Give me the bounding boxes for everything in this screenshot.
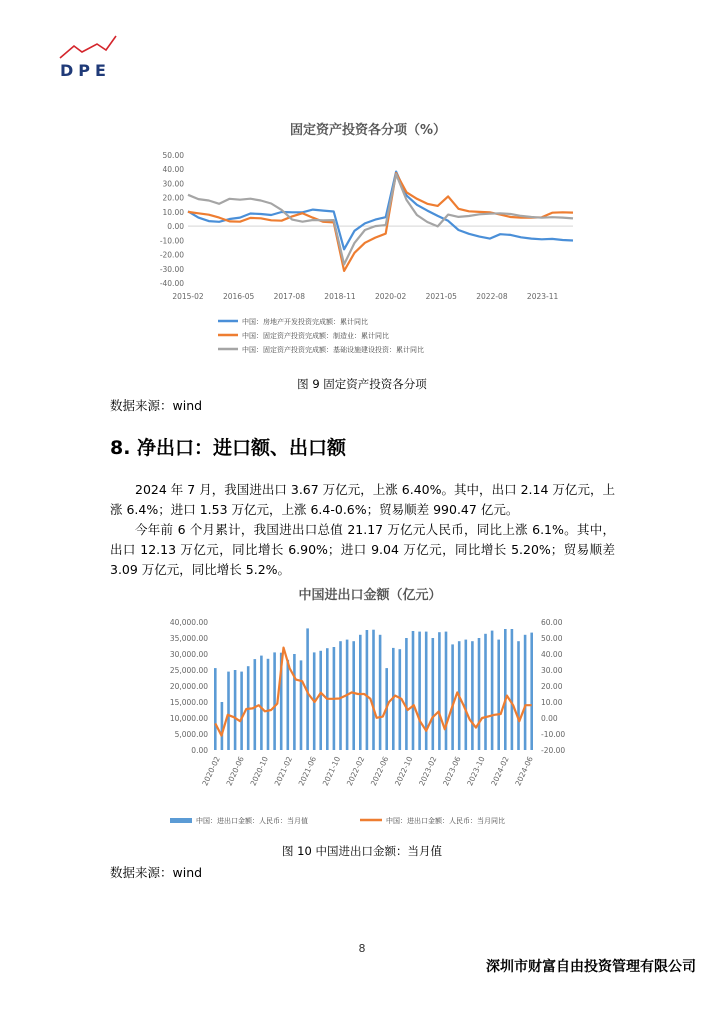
chart2-xtick: 2023-06 bbox=[441, 755, 463, 788]
chart2-bar bbox=[366, 630, 369, 750]
chart2-bar bbox=[300, 660, 303, 750]
chart2-bar bbox=[465, 640, 468, 750]
paragraph-july-trade: 2024 年 7 月，我国进出口 3.67 万亿元，上涨 6.40%。其中，出口 2.14 万亿元，上涨 6.4%；进口 1.53 万亿元，上涨 6.4-0.6%；贸易顺差 990.47 亿元。 bbox=[110, 482, 615, 517]
chart2-ytick: 20,000.00 bbox=[169, 682, 208, 691]
chart2-xtick: 2020-10 bbox=[248, 755, 270, 788]
chart2-ytick: 35,000.00 bbox=[169, 634, 208, 643]
chart2-y2tick: -20.00 bbox=[541, 746, 566, 755]
chart1-xtick: 2015-02 bbox=[172, 292, 204, 301]
chart2-bar bbox=[372, 630, 375, 750]
chart2-xtick: 2021-02 bbox=[272, 755, 295, 788]
chart2-ytick: 40,000.00 bbox=[169, 618, 208, 627]
chart1-xtick: 2017-08 bbox=[273, 292, 305, 301]
figure9-source: 数据来源：wind bbox=[110, 398, 203, 413]
chart2-ytick: 25,000.00 bbox=[169, 666, 208, 675]
chart1-ytick: -20.00 bbox=[159, 250, 184, 260]
chart2-ytick: 5,000.00 bbox=[174, 730, 208, 739]
chart2-ytick: 15,000.00 bbox=[169, 698, 208, 707]
chart2-bar bbox=[267, 659, 270, 750]
figure10-caption: 图 10 中国进出口金额：当月值 bbox=[282, 844, 442, 858]
chart2-bar bbox=[471, 641, 474, 750]
figure9-caption: 图 9 固定资产投资各分项 bbox=[297, 377, 427, 391]
chart2-xtick: 2023-02 bbox=[417, 755, 439, 788]
chart1-xtick: 2022-08 bbox=[476, 292, 508, 301]
chart2-bar bbox=[530, 633, 533, 750]
chart2-bar bbox=[240, 672, 243, 750]
chart2-ytick: 0.00 bbox=[191, 746, 208, 755]
section-heading: 8. 净出口：进口额、出口额 bbox=[110, 437, 347, 459]
chart1-ytick: -40.00 bbox=[159, 279, 184, 288]
chart1-xtick: 2016-05 bbox=[222, 292, 255, 301]
chart1-legend-label: 中国：固定资产投资完成额：基础设施建设投资：累计同比 bbox=[242, 346, 424, 354]
chart1-xtick: 2020-02 bbox=[374, 292, 407, 301]
chart2-bar bbox=[254, 659, 257, 750]
chart2-y2tick: 0.00 bbox=[541, 714, 558, 723]
chart1-ytick: 0.00 bbox=[167, 222, 184, 232]
chart2-bar bbox=[425, 632, 428, 750]
chart2-bar bbox=[491, 631, 494, 750]
chart2-bar bbox=[260, 656, 263, 750]
chart2-bar bbox=[478, 638, 481, 750]
chart2-y2tick: 40.00 bbox=[541, 650, 563, 659]
figure10-source: 数据来源：wind bbox=[110, 865, 203, 880]
chart2-y2tick: 10.00 bbox=[541, 698, 563, 707]
chart1-ytick: -10.00 bbox=[159, 236, 184, 246]
chart2-bar bbox=[517, 641, 520, 750]
chart2-bar bbox=[432, 638, 435, 750]
chart2-bar bbox=[319, 651, 322, 750]
chart2-xtick: 2023-10 bbox=[465, 755, 487, 788]
chart2-legend-label: 中国：进出口金额：人民币：当月同比 bbox=[386, 817, 505, 825]
chart2-bar bbox=[293, 654, 296, 750]
chart2-bar bbox=[379, 635, 382, 750]
chart1-xtick: 2018-11 bbox=[324, 292, 356, 301]
chart2-xtick: 2021-10 bbox=[320, 755, 343, 788]
chart1-series-line-1 bbox=[188, 173, 573, 271]
chart2-ytick: 30,000.00 bbox=[169, 650, 208, 659]
chart2-xtick: 2022-02 bbox=[344, 755, 367, 788]
company-name: 深圳市财富自由投资管理有限公司 bbox=[486, 959, 696, 975]
chart1-legend-label: 中国：固定资产投资完成额：制造业：累计同比 bbox=[242, 332, 389, 340]
chart1-ytick: 30.00 bbox=[162, 179, 184, 189]
chart2-bar bbox=[412, 631, 415, 750]
chart2-bar bbox=[359, 635, 362, 750]
chart2-xtick: 2022-06 bbox=[368, 755, 391, 788]
chart2-legend-swatch-bar bbox=[170, 818, 192, 823]
chart2-bar bbox=[214, 668, 217, 750]
fixed-asset-investment-chart bbox=[148, 108, 588, 378]
chart2-xtick: 2020-02 bbox=[200, 755, 222, 788]
chart1-ytick: 20.00 bbox=[162, 193, 184, 203]
chart1-series-line-0 bbox=[188, 172, 573, 250]
chart2-xtick: 2022-10 bbox=[393, 755, 415, 788]
chart2-legend-label: 中国：进出口金额：人民币：当月值 bbox=[196, 817, 308, 825]
chart1-ytick: 40.00 bbox=[162, 165, 184, 175]
logo-zigzag-icon bbox=[52, 30, 132, 62]
chart2-y2tick: 30.00 bbox=[541, 666, 563, 675]
chart2-ytick: 10,000.00 bbox=[169, 714, 208, 723]
chart2-xtick: 2020-06 bbox=[224, 755, 246, 788]
chart2-xtick: 2024-06 bbox=[513, 755, 535, 788]
chart2-bar bbox=[234, 670, 237, 750]
chart2-bar bbox=[221, 702, 224, 750]
chart2-xtick: 2021-06 bbox=[296, 755, 319, 788]
chart2-bar bbox=[273, 652, 276, 750]
chart2-bar bbox=[484, 634, 487, 750]
chart2-bar bbox=[438, 632, 441, 750]
chart2-bar bbox=[524, 635, 527, 750]
page-number: 8 bbox=[358, 942, 366, 955]
chart2-bar bbox=[352, 641, 355, 750]
chart1-ytick: 50.00 bbox=[162, 151, 184, 160]
chart2-bar bbox=[227, 672, 230, 750]
company-logo bbox=[52, 30, 132, 82]
chart1-ytick: 10.00 bbox=[162, 207, 184, 217]
chart2-y2tick: 60.00 bbox=[541, 618, 563, 627]
chart1-ytick: -30.00 bbox=[159, 264, 184, 274]
chart2-bar bbox=[287, 660, 290, 750]
chart1-xtick: 2023-11 bbox=[526, 292, 559, 301]
import-export-chart bbox=[160, 580, 580, 840]
chart2-bar bbox=[339, 641, 342, 750]
chart2-y2tick: 20.00 bbox=[541, 682, 563, 691]
paragraph-h1-trade: 今年前 6 个月累计，我国进出口总值 21.17 万亿元人民币，同比上涨 6.1%。其中，出口 12.13 万亿元，同比增长 6.90%；进口 9.04 万亿元，同比增长 5.20%；贸易顺差 3.09 万亿元，同比增长 5.2%。 bbox=[110, 522, 615, 577]
chart2-bar bbox=[504, 629, 507, 750]
chart2-y2tick: 50.00 bbox=[541, 634, 563, 643]
chart2-bar bbox=[445, 632, 448, 750]
chart2-title: 中国进出口金额（亿元） bbox=[298, 588, 442, 603]
chart2-bar bbox=[451, 644, 454, 750]
chart1-xtick: 2021-05 bbox=[425, 292, 457, 301]
chart2-bar bbox=[405, 638, 408, 750]
chart2-bar bbox=[511, 629, 514, 750]
chart2-y2tick: -10.00 bbox=[541, 730, 566, 739]
chart1-title: 固定资产投资各分项（%） bbox=[289, 123, 447, 138]
chart2-xtick: 2024-02 bbox=[489, 755, 511, 788]
logo-text: DPE bbox=[60, 61, 111, 80]
chart2-bar bbox=[418, 632, 421, 750]
chart2-bar bbox=[497, 640, 500, 750]
chart1-legend-label: 中国：房地产开发投资完成额：累计同比 bbox=[242, 318, 368, 326]
